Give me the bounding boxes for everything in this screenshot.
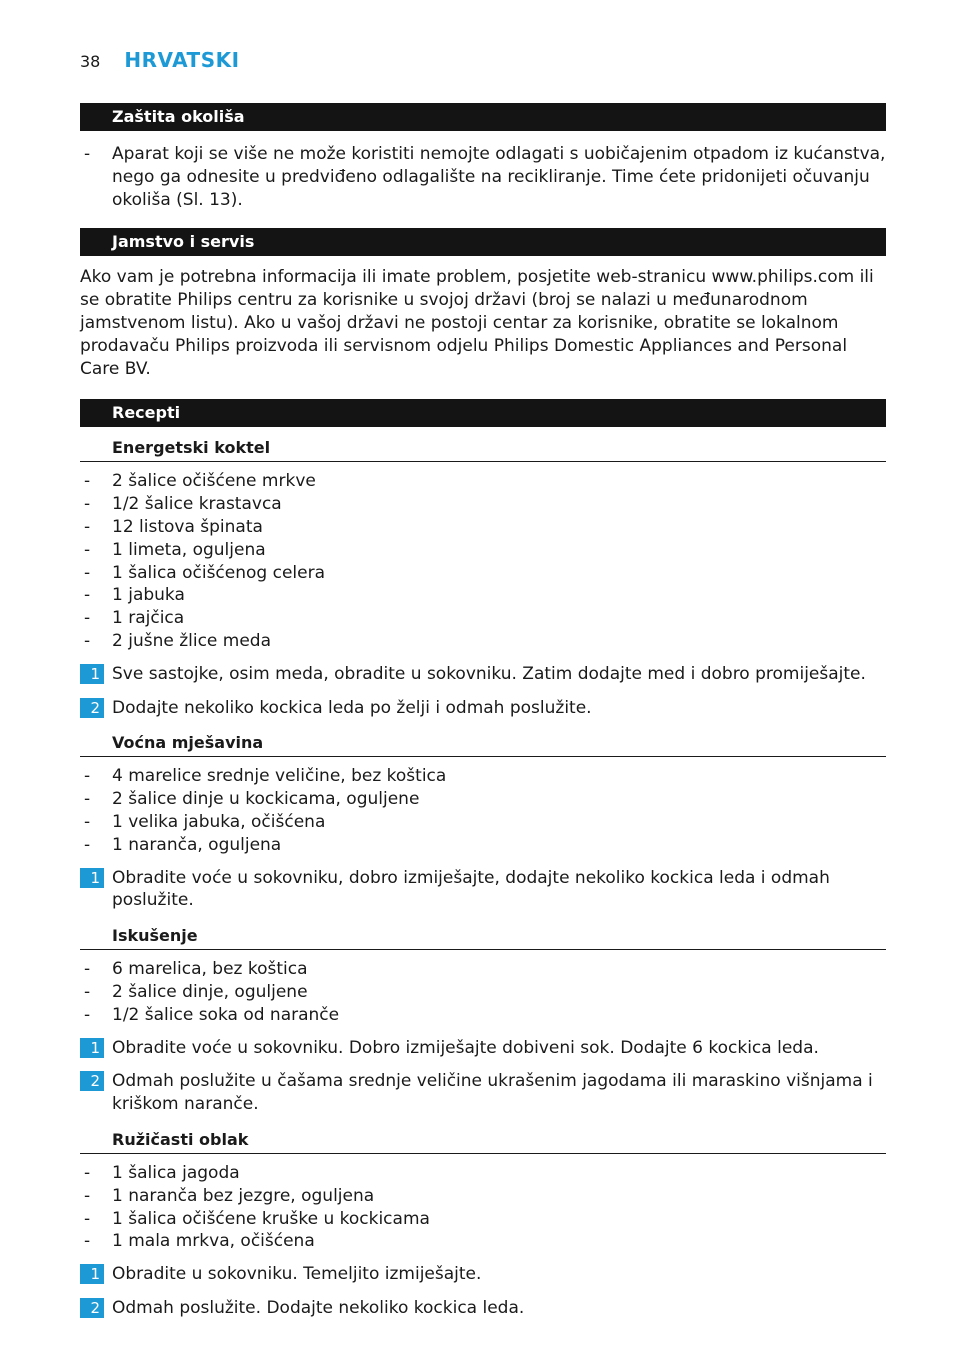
page-header bbox=[80, 48, 240, 74]
ingredient-item bbox=[80, 958, 886, 981]
step-item bbox=[80, 1070, 886, 1116]
ingredient-item bbox=[80, 834, 886, 857]
step-number-badge: 2 bbox=[80, 1071, 104, 1091]
step-item bbox=[80, 1263, 886, 1286]
language-title: HRVATSKI bbox=[124, 48, 240, 72]
ingredient-text: 1 limeta, oguljena bbox=[112, 539, 266, 560]
dash-bullet: - bbox=[84, 1162, 91, 1183]
step-text: Odmah poslužite. Dodajte nekoliko kockica leda. bbox=[112, 1297, 525, 1318]
dash-bullet: - bbox=[84, 789, 91, 810]
step-item bbox=[80, 1297, 886, 1320]
dash-bullet: - bbox=[84, 1231, 91, 1252]
ingredient-item bbox=[80, 630, 886, 653]
step-number-badge: 1 bbox=[80, 1264, 104, 1284]
step-text: Dodajte nekoliko kockica leda po želji i odmah poslužite. bbox=[112, 697, 592, 718]
ingredient-item bbox=[80, 470, 886, 493]
dash-bullet: - bbox=[84, 981, 91, 1002]
step-text: Sve sastojke, osim meda, obradite u sokovniku. Zatim dodajte med i dobro promiješajte. bbox=[112, 663, 866, 684]
recipe-title: Voćna mješavina bbox=[80, 730, 886, 757]
list-item bbox=[80, 143, 886, 211]
ingredient-item bbox=[80, 1185, 886, 1208]
ingredient-item bbox=[80, 1004, 886, 1027]
ingredient-item bbox=[80, 811, 886, 834]
dash-bullet: - bbox=[84, 630, 91, 651]
page-content bbox=[80, 103, 886, 1331]
ingredient-text: 2 jušne žlice meda bbox=[112, 630, 272, 651]
dash-bullet: - bbox=[84, 608, 91, 629]
ingredient-item bbox=[80, 516, 886, 539]
dash-bullet: - bbox=[84, 516, 91, 537]
ingredient-item bbox=[80, 562, 886, 585]
step-number-badge: 2 bbox=[80, 1298, 104, 1318]
ingredient-text: 1 naranča bez jezgre, oguljena bbox=[112, 1185, 375, 1206]
recipe-title: Iskušenje bbox=[80, 923, 886, 950]
dash-bullet: - bbox=[84, 471, 91, 492]
ingredient-text: 1 jabuka bbox=[112, 585, 185, 606]
ingredient-text: 1 naranča, oguljena bbox=[112, 834, 282, 855]
ingredient-text: 2 šalice dinje, oguljene bbox=[112, 981, 308, 1002]
recipe-title: Energetski koktel bbox=[80, 435, 886, 462]
step-text: Obradite voće u sokovniku. Dobro izmiješajte dobiveni sok. Dodajte 6 kockica leda. bbox=[112, 1037, 819, 1058]
dash-bullet: - bbox=[84, 811, 91, 832]
warranty-paragraph: Ako vam je potrebna informacija ili imate problem, posjetite web-stranicu www.philips.com ili se obratite Philips centru za korisnike u svojoj državi (broj se nalazi u međunarodnom jamstvenom listu). Ako u vašoj državi ne postoji centar za korisnike, obratite se lokalnom prodavaču Philips proizvoda ili servisnom odjelu Philips Domestic Appliances and Personal Care BV. bbox=[80, 267, 874, 379]
step-item bbox=[80, 867, 886, 913]
ingredient-text: 1/2 šalice krastavca bbox=[112, 494, 282, 515]
dash-bullet: - bbox=[84, 834, 91, 855]
step-item bbox=[80, 697, 886, 720]
ingredient-list bbox=[80, 1162, 886, 1253]
ingredient-text: 1 mala mrkva, očišćena bbox=[112, 1231, 315, 1252]
section-heading-recipes: Recepti bbox=[80, 399, 886, 427]
step-number-badge: 1 bbox=[80, 1038, 104, 1058]
ingredient-text: 4 marelice srednje veličine, bez koštica bbox=[112, 766, 447, 787]
section-heading-environment: Zaštita okoliša bbox=[80, 103, 886, 131]
ingredient-text: 1 šalica jagoda bbox=[112, 1162, 240, 1183]
step-item bbox=[80, 663, 886, 686]
ingredient-item bbox=[80, 788, 886, 811]
list-item-text: Aparat koji se više ne može koristiti nemojte odlagati s uobičajenim otpadom iz kućanstva, nego ga odnesite u predviđeno odlagalište na recikliranje. Time ćete pridonijeti očuvanju okoliša (Sl. 13). bbox=[112, 144, 886, 210]
environment-list bbox=[80, 143, 886, 211]
dash-bullet: - bbox=[84, 539, 91, 560]
step-text: Odmah poslužite u čašama srednje veličine ukrašenim jagodama ili maraskino višnjama i kriškom naranče. bbox=[112, 1071, 873, 1115]
ingredient-text: 6 marelica, bez koštica bbox=[112, 959, 308, 980]
ingredient-item bbox=[80, 1230, 886, 1253]
ingredient-list bbox=[80, 765, 886, 856]
dash-bullet: - bbox=[84, 585, 91, 606]
dash-bullet: - bbox=[84, 766, 91, 787]
step-item bbox=[80, 1037, 886, 1060]
ingredient-text: 2 šalice dinje u kockicama, oguljene bbox=[112, 789, 420, 810]
step-list bbox=[80, 867, 886, 913]
step-number-badge: 1 bbox=[80, 868, 104, 888]
ingredient-item bbox=[80, 539, 886, 562]
step-list bbox=[80, 1037, 886, 1116]
ingredient-text: 1/2 šalice soka od naranče bbox=[112, 1004, 340, 1025]
ingredient-text: 1 rajčica bbox=[112, 608, 185, 629]
ingredient-item bbox=[80, 1162, 886, 1185]
section-heading-warranty: Jamstvo i servis bbox=[80, 228, 886, 256]
ingredient-list bbox=[80, 470, 886, 652]
recipes-container bbox=[80, 435, 886, 1319]
step-list bbox=[80, 663, 886, 720]
ingredient-item bbox=[80, 765, 886, 788]
ingredient-item bbox=[80, 607, 886, 630]
dash-bullet: - bbox=[84, 144, 91, 164]
dash-bullet: - bbox=[84, 562, 91, 583]
page-number: 38 bbox=[80, 52, 101, 71]
dash-bullet: - bbox=[84, 1208, 91, 1229]
dash-bullet: - bbox=[84, 494, 91, 515]
dash-bullet: - bbox=[84, 1004, 91, 1025]
ingredient-text: 1 šalica očišćene kruške u kockicama bbox=[112, 1208, 430, 1229]
step-number-badge: 1 bbox=[80, 664, 104, 684]
step-list bbox=[80, 1263, 886, 1320]
dash-bullet: - bbox=[84, 1185, 91, 1206]
ingredient-item bbox=[80, 584, 886, 607]
ingredient-text: 12 listova špinata bbox=[112, 516, 263, 537]
dash-bullet: - bbox=[84, 959, 91, 980]
ingredient-text: 2 šalice očišćene mrkve bbox=[112, 471, 316, 492]
step-text: Obradite voće u sokovniku, dobro izmiješajte, dodajte nekoliko kockica leda i odmah poslužite. bbox=[112, 867, 830, 911]
step-text: Obradite u sokovniku. Temeljito izmiješajte. bbox=[112, 1264, 482, 1285]
ingredient-item bbox=[80, 493, 886, 516]
ingredient-text: 1 šalica očišćenog celera bbox=[112, 562, 326, 583]
ingredient-list bbox=[80, 958, 886, 1026]
ingredient-item bbox=[80, 981, 886, 1004]
ingredient-text: 1 velika jabuka, očišćena bbox=[112, 811, 326, 832]
ingredient-item bbox=[80, 1208, 886, 1231]
recipe-title: Ružičasti oblak bbox=[80, 1127, 886, 1154]
step-number-badge: 2 bbox=[80, 698, 104, 718]
